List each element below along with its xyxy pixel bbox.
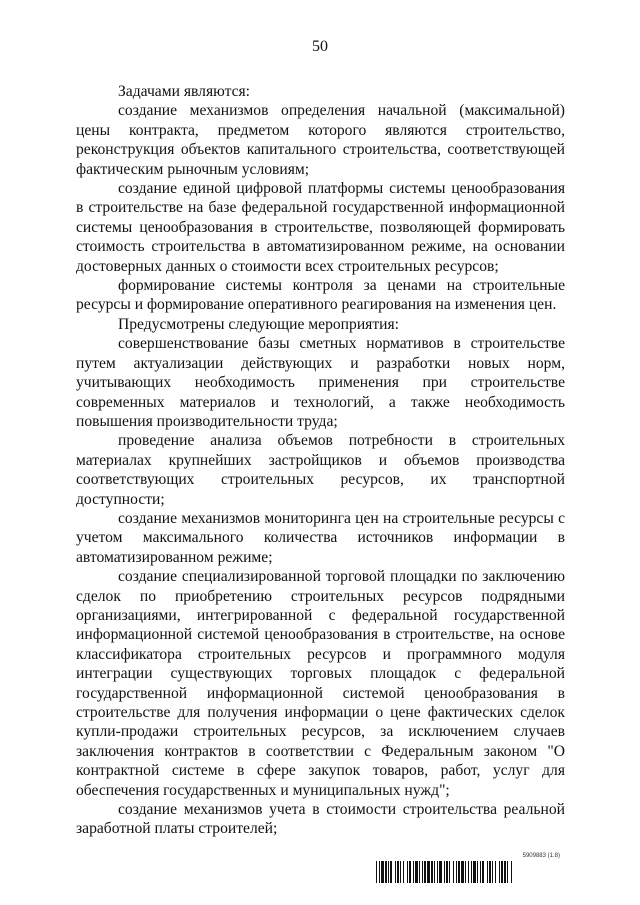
barcode-icon [376,861,566,883]
paragraph: совершенствование базы сметных нормативов в строительстве путем актуализации действующих и разработки новых норм, учитывающих необходимость применения при строительстве современных материалов и технологий, а также необходимость повышения производительности труда; [76,335,565,430]
paragraph: создание механизмов учета в стоимости строительства реальной заработной платы строителей; [76,801,565,838]
document-code: 5909883 (1.8) [522,853,560,859]
paragraph: проведение анализа объемов потребности в строительных материалах крупнейших застройщиков и объемов производства соответствующих строительных ресурсов, их транспортной доступности; [76,432,565,508]
paragraph: Предусмотрены следующие мероприятия: [118,315,400,333]
paragraph: создание специализированной торговой площадки по заключению сделок по приобретению строительных ресурсов подрядными организациями, интегрированной с федеральной государственной информационной системой ценообразования в строительстве, на основе классификатора строительных ресурсов и программного модуля интеграции существующих торговых площадок с федеральной государственной информационной системой ценообразования в строительстве для получения информации о цене фактических сделок купли-продажи строительных ресурсов, за исключением случаев заключения контрактов в соответствии с Федеральным законом "О контрактной системе в сфере закупок товаров, работ, услуг для обеспечения государственных и муниципальных нужд"; [76,568,565,799]
paragraph: создание механизмов определения начальной (максимальной) цены контракта, предметом которого являются строительство, реконструкция объектов капитального строительства, соответствующей фактическим рыночным условиям; [76,102,565,178]
paragraph: создание единой цифровой платформы системы ценообразования в строительстве на базе федеральной государственной информационной системы ценообразования в строительстве, позволяющей формировать стоимость строительства в автоматизированном режиме, на основании достоверных данных о стоимости всех строительных ресурсов; [76,180,565,275]
document-body [76,82,565,839]
paragraph: Задачами являются: [118,83,250,100]
paragraph: формирование системы контроля за ценами на строительные ресурсы и формирование оперативного реагирования на изменения цен. [76,277,565,314]
page-number: 50 [312,38,328,55]
paragraph: создание механизмов мониторинга цен на строительные ресурсы с учетом максимального количества источников информации в автоматизированном режиме; [76,509,565,566]
